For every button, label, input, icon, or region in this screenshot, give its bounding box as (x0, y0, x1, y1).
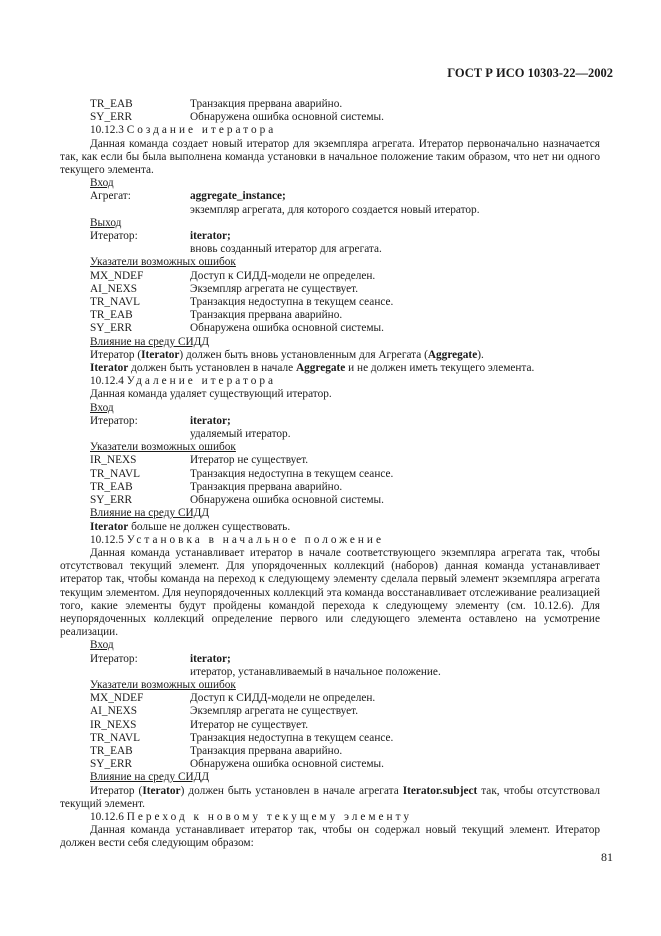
error-code: SY_ERR (90, 758, 133, 771)
param-row (90, 653, 600, 666)
section-title: Переход к новому текущему элементу (126, 810, 413, 823)
error-row (90, 481, 600, 494)
error-code: TR_EAB (90, 744, 133, 757)
error-row (90, 705, 600, 718)
error-row (90, 111, 600, 124)
error-text: Транзакция недоступна в текущем сеансе. (190, 296, 394, 309)
section-description: Данная команда удаляет существующий итератор. (90, 388, 332, 401)
error-code: AI_NEXS (90, 282, 138, 295)
error-text: Экземпляр агрегата не существует. (190, 705, 359, 718)
effect-text: Итератор (Iterator) должен быть вновь установленным для Агрегата (Aggregate). (90, 348, 484, 361)
error-text: Транзакция недоступна в текущем сеансе. (190, 731, 394, 744)
error-text: Транзакция прервана аварийно. (190, 744, 343, 757)
error-row (90, 745, 600, 758)
error-row (90, 692, 600, 705)
effect-label: Влияние на среду СИДД (90, 771, 210, 784)
error-text: Транзакция прервана аварийно. (190, 98, 343, 110)
description-text: Данная команда устанавливает итератор так, чтобы он содержал новый текущий элемент. Итератор должен вести себя следующим образом: (60, 824, 600, 850)
error-code: SY_ERR (90, 111, 133, 124)
section-heading (90, 811, 600, 824)
param-row (90, 230, 600, 243)
param-desc: вновь созданный итератор для агрегата. (190, 243, 382, 256)
error-row (90, 270, 600, 283)
section-description (60, 824, 600, 850)
errors-label: Указатели возможных ошибок (90, 441, 236, 454)
effect-label: Влияние на среду СИДД (90, 507, 210, 520)
section-title: Удаление итератора (126, 375, 277, 388)
error-code: SY_ERR (90, 322, 133, 335)
output-label: Выход (90, 216, 122, 229)
error-code: IR_NEXS (90, 454, 137, 467)
error-code: TR_EAB (90, 98, 133, 110)
error-text: Транзакция недоступна в текущем сеансе. (190, 467, 394, 480)
param-name: iterator; (190, 230, 231, 243)
section-number: 10.12.5 (90, 533, 124, 546)
section-heading (90, 375, 600, 388)
error-row (90, 719, 600, 732)
effect-text: Итератор (Iterator) должен быть установлен в начале агрегата Iterator.subject так, чтобы отсутствовал текущий элемент. (60, 784, 600, 810)
error-text: Доступ к СИДД-модели не определен. (190, 269, 376, 282)
param-name: iterator; (190, 652, 231, 665)
error-text: Итератор не существует. (190, 454, 309, 467)
param-row (90, 190, 600, 203)
param-key: Итератор: (90, 652, 138, 665)
error-code: TR_NAVL (90, 467, 141, 480)
errors-label: Указатели возможных ошибок (90, 678, 236, 691)
param-desc: итератор, устанавливаемый в начальное положение. (190, 665, 441, 678)
section-number: 10.12.4 (90, 375, 124, 388)
input-label: Вход (90, 177, 114, 190)
param-desc: удаляемый итератор. (190, 428, 291, 441)
error-code: TR_EAB (90, 480, 133, 493)
error-code: SY_ERR (90, 494, 133, 507)
param-name: iterator; (190, 414, 231, 427)
error-row (90, 454, 600, 467)
error-code: TR_NAVL (90, 296, 141, 309)
error-row (90, 98, 600, 111)
param-desc: экземпляр агрегата, для которого создается новый итератор. (190, 203, 480, 216)
error-text: Экземпляр агрегата не существует. (190, 282, 359, 295)
section-number: 10.12.3 (90, 124, 124, 137)
error-code: IR_NEXS (90, 718, 137, 731)
error-code: MX_NDEF (90, 269, 144, 282)
error-text: Транзакция прервана аварийно. (190, 309, 343, 322)
section-heading (90, 124, 600, 137)
param-key: Агрегат: (90, 190, 131, 203)
section-title: Установка в начальное положение (126, 533, 384, 546)
page-header: ГОСТ Р ИСО 10303-22—2002 (447, 66, 613, 80)
error-row (90, 283, 600, 296)
error-text: Доступ к СИДД-модели не определен. (190, 692, 376, 705)
error-text: Обнаружена ошибка основной системы. (190, 758, 384, 771)
section-title: Создание итератора (126, 124, 277, 137)
description-text: Данная команда устанавливает итератор в начале соответствующего экземпляра агрегата так, чтобы отсутствовал текущий элемент. Для упорядоченных коллекций (наборов) данная команда устанавливает итератор так, чтобы команда на переход к следующему элементу сделала первый элемент экземпляра агрегата текущим элементом. Для неупорядоченных коллекций эта команда восстанавливает отслеживание реализацией того, какие элементы будут пройдены командой перехода к следующему элементу (см. 10.12.6). Для неупорядоченных коллекций определение первого или следующего элемента оставлено на усмотрение реализации. (60, 546, 600, 639)
section-heading (90, 534, 600, 547)
section-description (60, 138, 600, 178)
page-content (60, 98, 600, 851)
errors-label: Указатели возможных ошибок (90, 256, 236, 269)
effect-text: Iterator должен быть установлен в начале Aggregate и не должен иметь текущего элемента. (90, 362, 535, 375)
effect-label: Влияние на среду СИДД (90, 335, 210, 348)
error-text: Транзакция прервана аварийно. (190, 480, 343, 493)
section-number: 10.12.6 (90, 810, 124, 823)
error-row (90, 758, 600, 771)
effect-text: Iterator больше не должен существовать. (90, 520, 291, 533)
error-text: Обнаружена ошибка основной системы. (190, 322, 384, 335)
error-row (90, 296, 600, 309)
description-text: Данная команда создает новый итератор для экземпляра агрегата. Итератор первоначально назначается так, как если бы была выполнена команда установки в начальное положение таким образом, что нет ни одного текущего элемента. (60, 137, 600, 177)
param-name: aggregate_instance; (190, 190, 286, 203)
error-code: MX_NDEF (90, 692, 144, 705)
error-row (90, 322, 600, 335)
error-code: TR_EAB (90, 309, 133, 322)
error-code: TR_NAVL (90, 731, 141, 744)
input-label: Вход (90, 639, 114, 652)
param-key: Итератор: (90, 230, 138, 243)
error-row (90, 732, 600, 745)
page-number: 81 (601, 850, 613, 864)
input-label: Вход (90, 401, 114, 414)
error-code: AI_NEXS (90, 705, 138, 718)
param-key: Итератор: (90, 414, 138, 427)
section-description (60, 547, 600, 639)
error-text: Обнаружена ошибка основной системы. (190, 494, 384, 507)
error-row (90, 309, 600, 322)
error-row (90, 494, 600, 507)
param-row (90, 415, 600, 428)
error-row (90, 468, 600, 481)
error-text: Итератор не существует. (190, 718, 309, 731)
error-text: Обнаружена ошибка основной системы. (190, 111, 384, 124)
